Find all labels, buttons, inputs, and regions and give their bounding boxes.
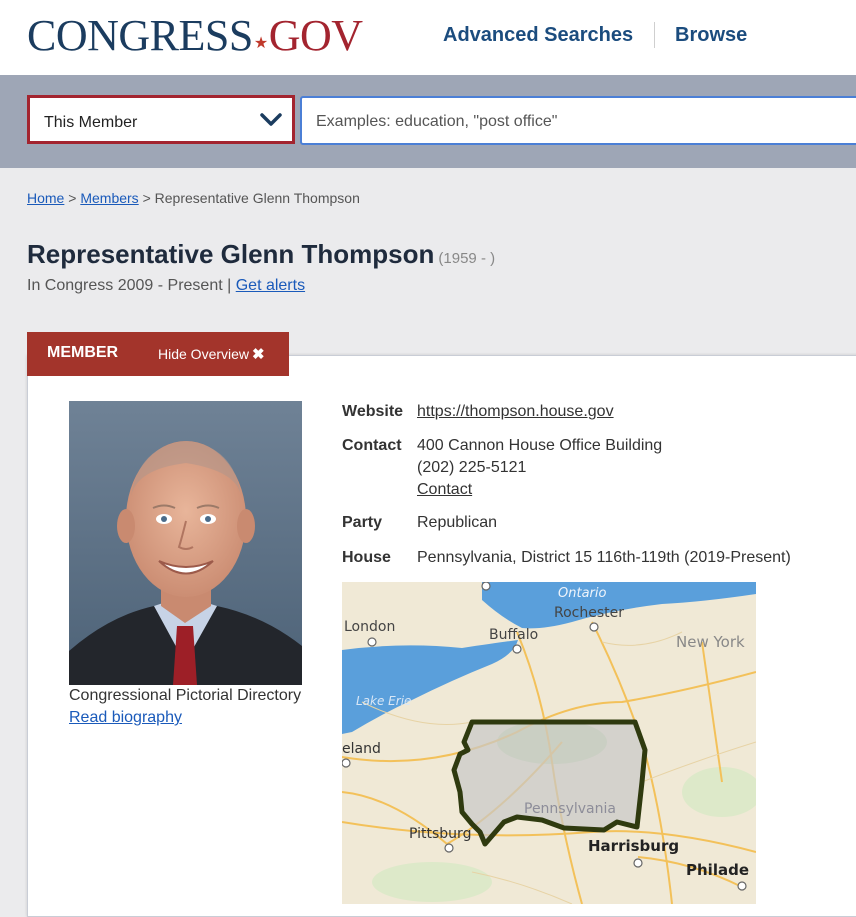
map-label-new-york: New York <box>676 633 745 651</box>
close-icon: ✖ <box>252 346 265 363</box>
breadcrumb-current: Representative Glenn Thompson <box>154 190 360 206</box>
hide-overview-button[interactable] <box>158 345 265 363</box>
district-map-graphic <box>342 582 756 904</box>
member-tab[interactable]: MEMBER <box>47 344 119 361</box>
map-label-london: London <box>344 619 396 635</box>
portrait-image <box>69 401 302 685</box>
map-label-philadelphia: Philade <box>686 861 749 879</box>
member-years: (1959 - ) <box>438 250 496 267</box>
member-photo <box>69 401 302 685</box>
nav-browse[interactable]: Browse <box>675 24 748 46</box>
map-label-pennsylvania: Pennsylvania <box>524 801 616 817</box>
district-map[interactable] <box>342 582 756 904</box>
logo-gov-text: GOV <box>268 11 363 60</box>
contact-phone: (202) 225-5121 <box>417 459 527 476</box>
breadcrumb <box>27 190 360 206</box>
page-title <box>27 239 495 270</box>
contact-address: 400 Cannon House Office Building <box>417 437 663 454</box>
member-name: Representative Glenn Thompson <box>27 239 435 269</box>
read-biography-link[interactable]: Read biography <box>69 709 182 726</box>
map-label-harrisburg: Harrisburg <box>588 837 680 855</box>
map-label-rochester: Rochester <box>554 605 624 621</box>
nav-divider <box>654 22 655 48</box>
logo-star-icon: ★ <box>253 35 268 52</box>
contact-label: Contact <box>342 437 402 454</box>
breadcrumb-separator: > <box>142 190 151 206</box>
house-value: Pennsylvania, District 15 116th-119th (2019-Present) <box>417 549 791 566</box>
nav-advanced-searches[interactable]: Advanced Searches <box>443 24 634 46</box>
breadcrumb-home[interactable]: Home <box>27 190 65 206</box>
hide-overview-label: Hide Overview <box>158 346 250 362</box>
party-label: Party <box>342 514 383 531</box>
map-label-ontario: Ontario <box>558 586 607 601</box>
get-alerts-link[interactable]: Get alerts <box>235 277 306 294</box>
congress-gov-logo[interactable] <box>27 12 363 70</box>
logo-congress-text: CONGRESS <box>27 11 253 60</box>
map-label-cleveland: eland <box>342 741 381 757</box>
contact-link[interactable]: Contact <box>417 481 473 498</box>
in-congress-text: In Congress 2009 - Present | <box>27 277 232 294</box>
search-scope-select[interactable] <box>27 95 295 144</box>
house-label: House <box>342 549 391 566</box>
website-link[interactable]: https://thompson.house.gov <box>417 403 614 420</box>
chevron-down-icon <box>260 112 282 128</box>
member-subtitle <box>27 277 305 295</box>
search-scope-value: This Member <box>44 114 138 131</box>
top-header <box>0 0 856 75</box>
photo-caption: Congressional Pictorial Directory <box>69 687 302 704</box>
member-tab-bar <box>27 332 289 376</box>
search-input[interactable] <box>314 112 838 132</box>
party-value: Republican <box>417 514 498 531</box>
map-label-buffalo: Buffalo <box>489 627 539 643</box>
map-label-pittsburgh: Pittsburg <box>409 826 472 842</box>
website-label: Website <box>342 403 404 420</box>
breadcrumb-separator: > <box>68 190 77 206</box>
map-label-lake-erie: Lake Erie <box>356 694 412 708</box>
breadcrumb-members[interactable]: Members <box>80 190 139 206</box>
search-field[interactable] <box>300 96 856 145</box>
